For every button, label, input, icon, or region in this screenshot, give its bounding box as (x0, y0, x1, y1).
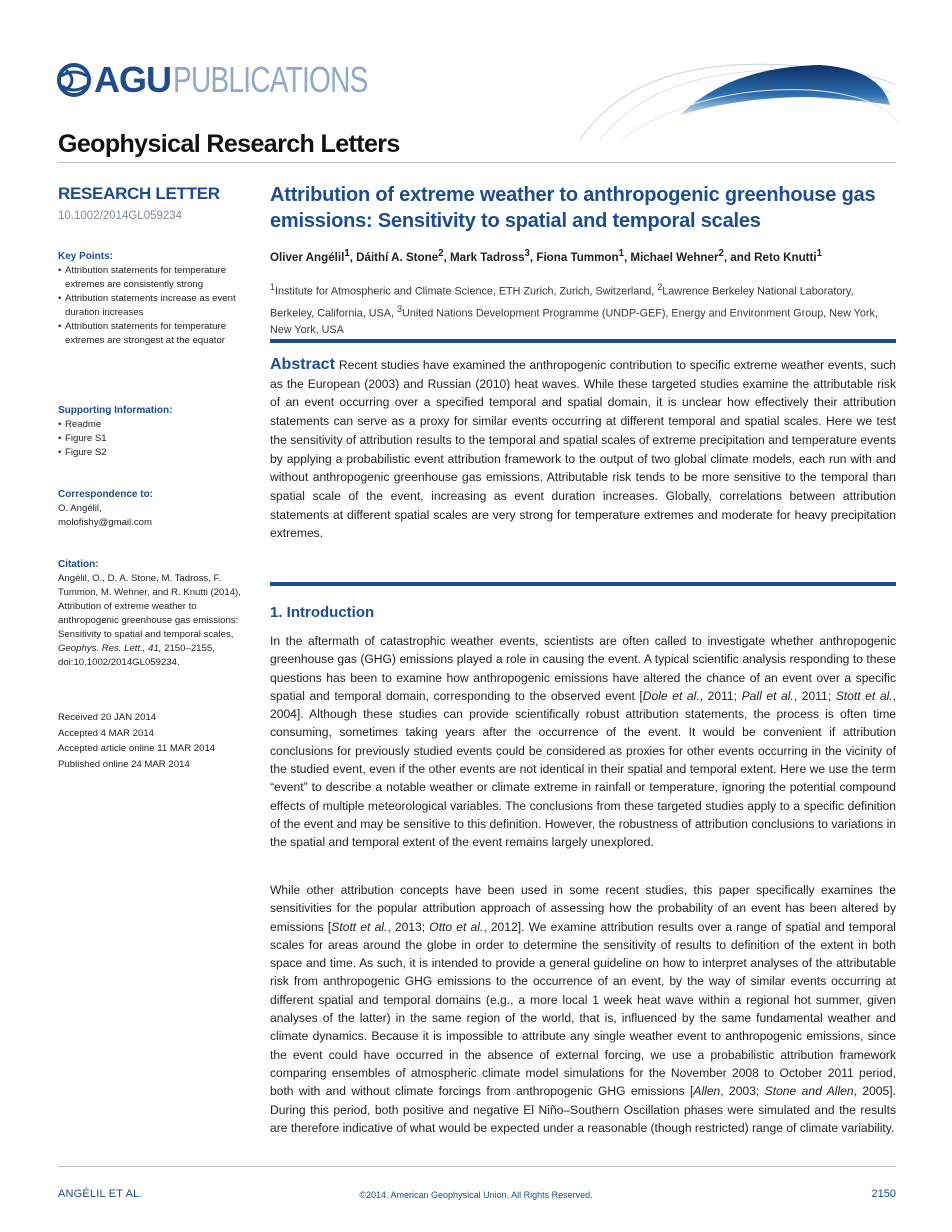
reference-link[interactable]: Pall et al. (741, 688, 794, 703)
section-heading-introduction: 1. Introduction (270, 604, 375, 621)
reference-link[interactable]: Dole et al. (642, 688, 700, 703)
key-point-item: • Attribution statements increase as event duration increases (58, 292, 258, 320)
citation-pages: 2150–2155, (164, 643, 215, 654)
citation-section (58, 558, 254, 670)
reference-link[interactable]: Allen (693, 1084, 721, 1099)
article-type-label: RESEARCH LETTER (58, 184, 220, 203)
header-divider (58, 162, 896, 163)
correspondence-heading: Correspondence to: (58, 489, 154, 500)
date-published-online: Published online 24 MAR 2014 (58, 758, 190, 770)
author-affiliation-sup: 1 (618, 248, 624, 259)
agu-publications-logo (56, 60, 422, 100)
affiliation-sup: 1 (270, 282, 276, 292)
author-name[interactable]: Mark Tadross (450, 250, 525, 264)
affiliations (270, 279, 896, 339)
author-affiliation-sup: 2 (438, 248, 444, 259)
key-points-section (58, 250, 258, 348)
correspondence-email[interactable]: molofishy@gmail.com (58, 517, 152, 528)
agu-globe-icon (56, 62, 92, 98)
para-text: , 2003; (720, 1084, 765, 1099)
citation-text: Angélil, O., D. A. Stone, M. Tadross, F. Tummon, M. Wehner, and R. Knutti (2014), Attribution of extreme weather to anthropogenic greenhouse gas emissions: Sensitivity to spatial and temporal scales, (58, 573, 241, 640)
affiliation-text: Lawrence Berkeley National Laboratory, Berkeley, California, USA, (270, 285, 854, 320)
footer-authors: ANGÉLIL ET AL. (58, 1188, 143, 1200)
supporting-info-section (58, 404, 258, 460)
abstract-top-rule (270, 339, 896, 343)
para-text: While other attribution concepts have been used in some recent studies, this paper specifically examines the sensitivities for the popular attribution approach of assessing how the probability of an event has been altered by emissions [ (270, 883, 896, 934)
abstract-text: Recent studies have examined the anthropogenic contribution to specific extreme weather events, such as the European (2003) and Russian (2010) heat waves. While these targeted studies examine the attributable risk of an event occurring over a specified temporal and spatial domain, it is unclear how effectively their attribution statements can serve as a proxy for similar events occurring at different temporal and spatial scales. Here we test the sensitivity of attribution results to the temporal and spatial scales of extreme precipitation and temperature events by applying a probabilistic event attribution framework to the output of two global climate models, each run with and without anthropogenic greenhouse gas emissions. Attributable risk tends to be more sensitive to the temporal than spatial scale of the event, increasing as event duration increases. Globally, correlations between attribution statements at different spatial scales are very strong for temperature extremes and moderate for heavy precipitation extremes. (270, 358, 896, 541)
citation-doi[interactable]: doi:10.1002/2014GL059234. (58, 657, 180, 668)
citation-body (58, 572, 254, 670)
date-accepted-online: Accepted article online 11 MAR 2014 (58, 743, 216, 754)
intro-paragraph-2 (270, 881, 896, 1137)
key-point-item: • Attribution statements for temperature extremes are strongest at the equator (58, 320, 258, 348)
supporting-info-heading: Supporting Information: (58, 405, 173, 416)
footer-page-number: 2150 (871, 1188, 896, 1200)
para-text: , 2005]. During this period, both positive and negative El Niño–Southern Oscillation phases were simulated and the results are therefore indicative of what would be expected under a reasonable (though restricted) range of climate variability. (270, 1084, 896, 1135)
citation-journal: Geophys. Res. Lett., 41, (58, 643, 162, 654)
journal-title: Geophysical Research Letters (58, 130, 400, 158)
footer-divider (58, 1166, 896, 1167)
para-text: , 2011; (699, 688, 742, 703)
author-list: Oliver Angélil$^1$, Dáithí A. Stone$^2$, Mark Tadross$^3$, Fiona Tummon$^1$, Michael Wehner$^2$, and Reto Knutti$^1$ (270, 248, 822, 264)
supporting-item-figure-s1[interactable]: • Figure S1 (58, 432, 258, 446)
para-text: , 2011; (793, 688, 836, 703)
abstract (270, 356, 896, 543)
author-name[interactable]: Michael Wehner (630, 250, 719, 264)
logo-agu-text: AGU (94, 59, 171, 100)
supporting-info-list (58, 418, 258, 460)
para-text: , 2012]. We examine attribution results over a range of spatial and temporal scales for areas around the globe in order to determine the sensitivity of results to definition of the extent in both space and time. As such, it is intended to provide a general guideline on how to interpret analyses of the attributable risk from anthropogenic GHG emissions to the occurrence of an event, by the way of similar events occurring at different spatial and temporal domains (e.g., a more local 1 week heat wave within a regional hot summer, given analyses of the latter) in the same region of the world, that is, influenced by the same fundamental weather and climate dynamics. Because it is impossible to attribute any single weather event to anthropogenic emissions, since the event could have occurred in the absence of external forcing, we use a probabilistic attribution framework comparing ensembles of atmospheric climate model simulations for the November 2008 to October 2011 period, both with and without climate forcings from anthropogenic GHG emissions [ (270, 919, 896, 1099)
key-point-item: • Attribution statements for temperature extremes are consistently strong (58, 264, 258, 292)
author-name[interactable]: Oliver Angélil (270, 250, 345, 264)
author-name[interactable]: Dáithí A. Stone (356, 250, 439, 264)
logo-publications-text: PUBLICATIONS (173, 59, 368, 100)
author-affiliation-sup: 1 (816, 248, 822, 259)
para-text: , 2013; (387, 919, 430, 934)
reference-link[interactable]: Stott et al. (835, 688, 893, 703)
abstract-label: Abstract (270, 356, 335, 373)
intro-paragraph-1 (270, 632, 896, 852)
affiliation-text: United Nations Development Programme (UNDP-GEF), Energy and Environment Group, New York, New York, USA (270, 307, 878, 337)
article-dates (58, 710, 258, 772)
date-received: Received 20 JAN 2014 (58, 712, 157, 723)
abstract-bottom-rule (270, 582, 896, 586)
author-affiliation-sup: 2 (718, 248, 724, 259)
author-name[interactable]: Fiona Tummon (536, 250, 619, 264)
supporting-item-figure-s2[interactable]: • Figure S2 (58, 446, 258, 460)
affiliation-sup: 3 (397, 303, 403, 314)
correspondence-section (58, 488, 258, 530)
footer-copyright: ©2014. American Geophysical Union. All Rights Reserved. (359, 1190, 593, 1200)
article-doi[interactable]: 10.1002/2014GL059234 (58, 210, 183, 222)
header-earth-arc-graphic (560, 45, 900, 145)
reference-link[interactable]: Otto et al. (429, 919, 484, 934)
reference-link[interactable]: Stott et al. (331, 919, 388, 934)
author-name[interactable]: Reto Knutti (754, 250, 817, 264)
affiliation-text: Institute for Atmospheric and Climate Science, ETH Zurich, Zurich, Switzerland, (275, 285, 655, 298)
citation-heading: Citation: (58, 559, 99, 570)
key-points-list (58, 264, 258, 348)
author-affiliation-sup: 1 (344, 248, 350, 259)
article-title: Attribution of extreme weather to anthropogenic greenhouse gas emissions: Sensitivity to spatial and temporal scales (270, 184, 876, 232)
para-text: , 2004]. Although these studies can provide scientifically robust attribution statements, the process is often time consuming, sometimes taking years after the occurrence of the event. It would be convenient if attribution conclusions for previously studied events could be considered as proxies for other events occurring in the vicinity of the studied event, even if the other events are not identical in their spatial and temporal extent. Here we use the term “event” to describe a notable weather or climate extreme in rainfall or temperature, ignoring the potential compound effects of multiple meteorological variables. The conclusions from these targeted studies apply to a specific definition of the event and may be sensitive to this definition. However, the robustness of attribution conclusions to variations in the spatial and temporal extent of the event remains largely unexplored. (270, 688, 897, 850)
author-affiliation-sup: 3 (524, 248, 530, 259)
reference-link[interactable]: Stone and Allen (764, 1084, 854, 1099)
para-text: In the aftermath of catastrophic weather events, scientists are often called to investigate whether anthropogenic greenhouse gas (GHG) emissions played a role in causing the event. A typical scientific analysis responding to these questions has been to examine how anthropogenic emissions have altered the chance of an event over a specific spatial and temporal domain, corresponding to the observed event [ (270, 634, 896, 703)
correspondence-name: O. Angélil, (58, 503, 102, 514)
supporting-item-readme[interactable]: • Readme (58, 418, 258, 432)
key-points-heading: Key Points: (58, 251, 114, 262)
date-accepted: Accepted 4 MAR 2014 (58, 727, 154, 739)
affiliation-sup: 2 (657, 282, 663, 292)
